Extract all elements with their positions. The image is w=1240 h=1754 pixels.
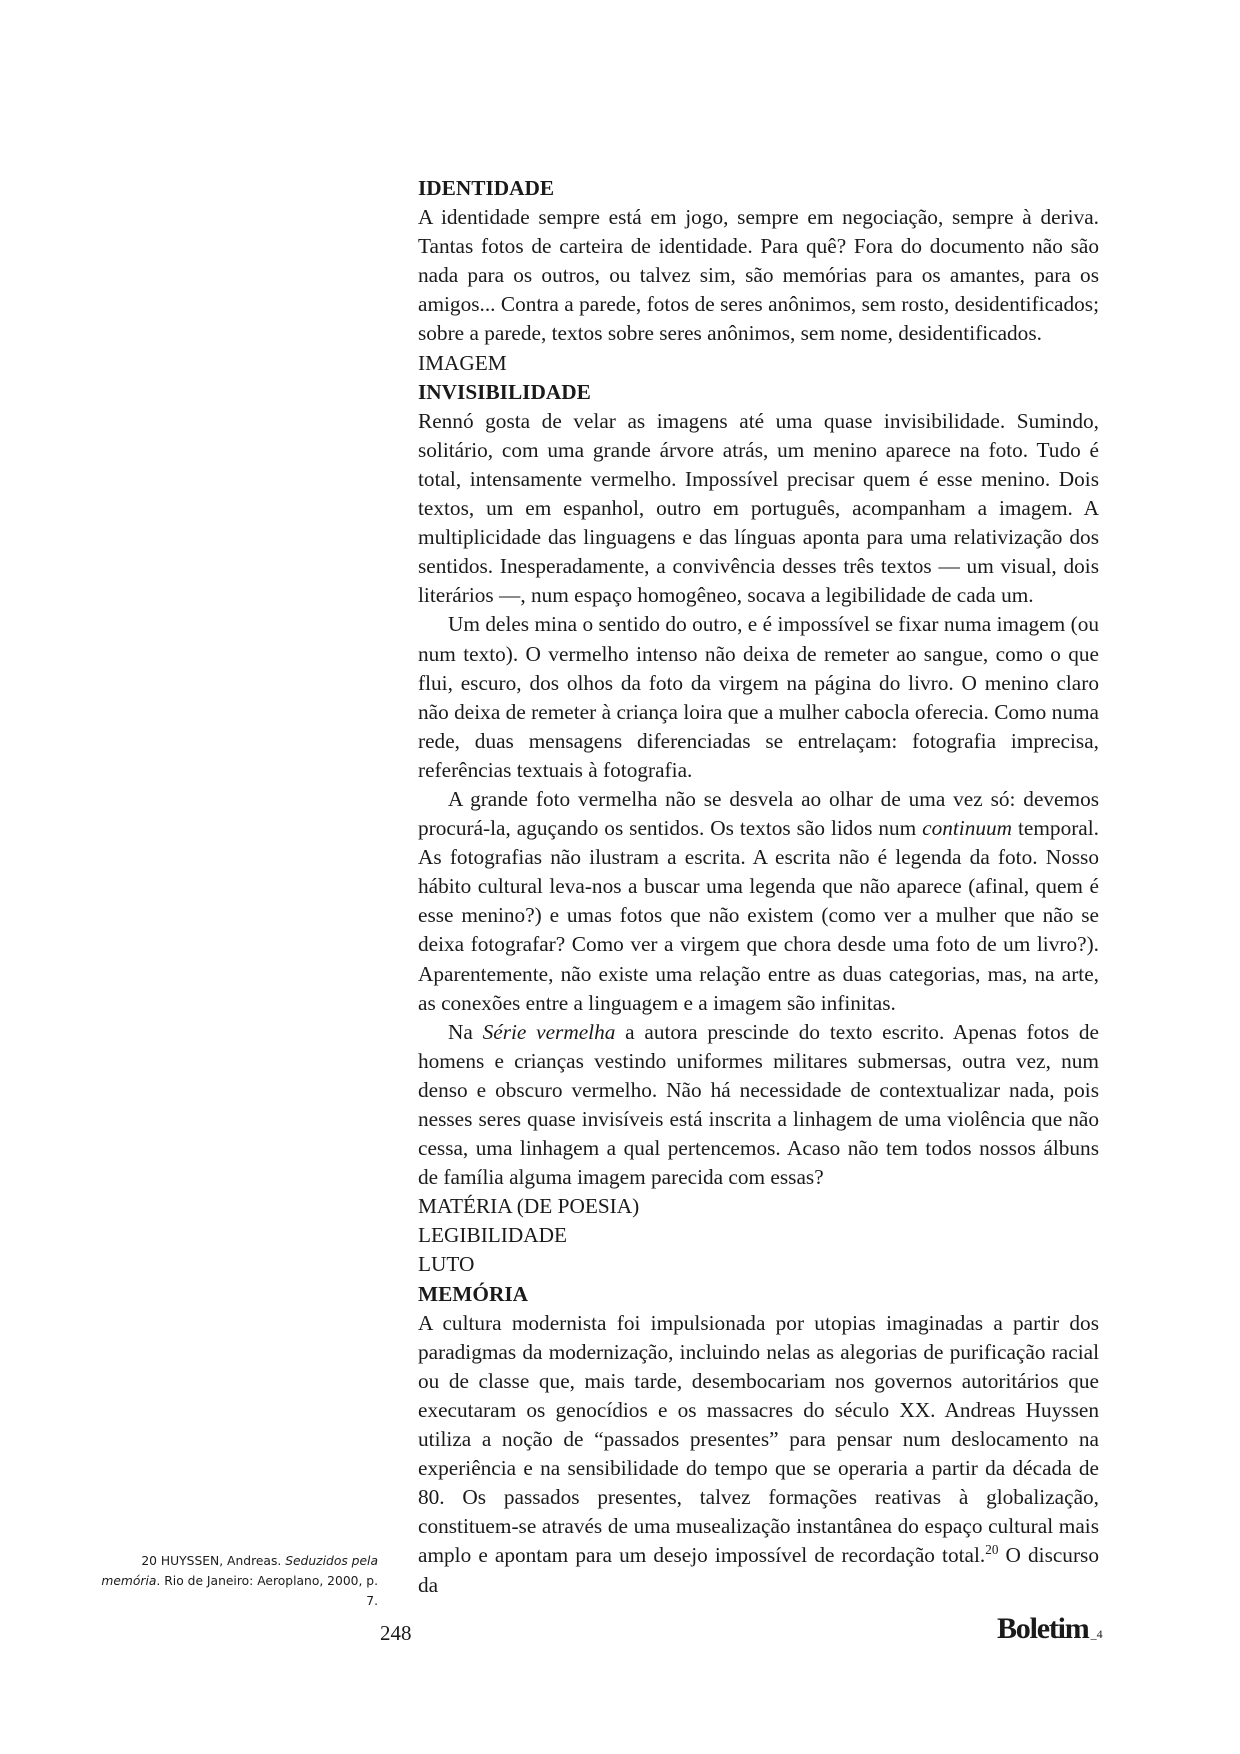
paragraph-invisibilidade-1: Rennó gosta de velar as imagens até uma quase invisibilidade. Sumindo, solitário, com uma grande árvore atrás, um menino aparece na foto. Tudo é total, intensamente vermelho. Impossível precisar quem é esse menino. Dois textos, um em espanhol, outro em português, acompanham a imagem. A multiplicidade das linguagens e das línguas aponta para uma relativização dos sentidos. Inesperadamente, a convivência desses três textos — um visual, dois literários —, num espaço homogêneo, socava a legibilidade de cada um. <box>418 408 1099 608</box>
page-number: 248 <box>380 1621 412 1645</box>
paragraph-invisibilidade-3 <box>418 785 1099 1018</box>
heading-materia: MATÉRIA (DE POESIA) <box>418 1194 640 1219</box>
heading-invisibilidade: INVISIBILIDADE <box>418 379 591 404</box>
italic-term-continuum: continuum <box>922 816 1013 841</box>
text-run: Na <box>448 1019 483 1044</box>
text-run: temporal. As fotografias não ilustram a escrita. A escrita não é legenda da foto. Nosso hábito cultural leva-nos a buscar uma legenda que não aparece (afinal, quem é esse menino?) e umas fotos que não existem (como ver a mulher que não se deixa fotografar? Como ver a virgem que chora desde uma foto de um livro?). Aparentemente, não existe uma relação entre as duas categorias, mas, na arte, as conexões entre a linguagem e a imagem são infinitas. <box>418 816 1099 1015</box>
heading-imagem: IMAGEM <box>418 350 507 375</box>
paragraph-invisibilidade-2: Um deles mina o sentido do outro, e é impossível se fixar numa imagem (ou num texto). O vermelho intenso não deixa de remeter ao sangue, como o que flui, escuro, dos olhos da foto da virgem na página do livro. O menino claro não deixa de remeter à criança loira que a mulher cabocla oferecia. Como numa rede, duas mensagens diferenciadas se entrelaçam: fotografia imprecisa, referências textuais à fotografia. <box>418 612 1099 782</box>
heading-legibilidade: LEGIBILIDADE <box>418 1223 568 1248</box>
text-run: A grande foto vermelha não se desvela ao olhar de uma vez só: devemos procurá-la, aguçando os sentidos. Os textos são lidos num <box>418 786 1099 841</box>
footnote-rest: . Rio de Janeiro: Aeroplano, 2000, p. 7. <box>156 1574 378 1608</box>
text-run: a autora prescinde do texto escrito. Apenas fotos de homens e crianças vestindo uniformes militares submersas, outra vez, num denso e obscuro vermelho. Não há necessidade de contextualizar nada, pois nesses seres quase invisíveis está inscrita a linhagem de uma violência que não cessa, uma linhagem a qual pertencemos. Acaso não tem todos nossos álbuns de família alguma imagem parecida com essas? <box>418 1019 1099 1190</box>
heading-luto: LUTO <box>418 1252 475 1277</box>
footnote-lead: 20 HUYSSEN, Andreas. <box>141 1554 286 1568</box>
italic-title-serie-vermelha: Série vermelha <box>482 1019 616 1044</box>
main-text-column <box>418 174 1099 1600</box>
footnote-title: Seduzidos pela memória <box>101 1554 378 1588</box>
logo-text: Boletim <box>997 1612 1089 1645</box>
footnote-20 <box>96 1551 378 1611</box>
text-run: A cultura modernista foi impulsionada por utopias imaginadas a partir dos paradigmas da modernização, incluindo nelas as alegorias de purificação racial ou de classe que, mais tarde, desembocariam nos governos autoritários que executaram os genocídios e os massacres do século XX. Andreas Huyssen utiliza a noção de “passados presentes” para pensar num deslocamento na experiência e na sensibilidade do tempo que se operaria a partir da década de 80. Os passados presentes, talvez formações reativas à globalização, constituem-se através de uma musealização instantânea do espaço cultural mais amplo e apontam para um desejo impossível de recordação total. <box>418 1310 1099 1568</box>
heading-identidade: IDENTIDADE <box>418 176 555 200</box>
journal-logo <box>997 1612 1103 1646</box>
logo-suffix: _4 <box>1090 1627 1103 1641</box>
paragraph-memoria <box>418 1309 1099 1600</box>
footnote-reference[interactable]: 20 <box>985 1542 999 1558</box>
paragraph-identidade: A identidade sempre está em jogo, sempre em negociação, sempre à deriva. Tantas fotos de carteira de identidade. Para quê? Fora do documento não são nada para os outros, ou talvez sim, são memórias para os amantes, para os amigos... Contra a parede, fotos de seres anônimos, sem rosto, desidentificados; sobre a parede, textos sobre seres anônimos, sem nome, desidentificados. <box>418 205 1099 346</box>
heading-memoria: MEMÓRIA <box>418 1281 529 1306</box>
text-run: O discurso da <box>418 1543 1099 1597</box>
paragraph-invisibilidade-4 <box>418 1018 1099 1193</box>
